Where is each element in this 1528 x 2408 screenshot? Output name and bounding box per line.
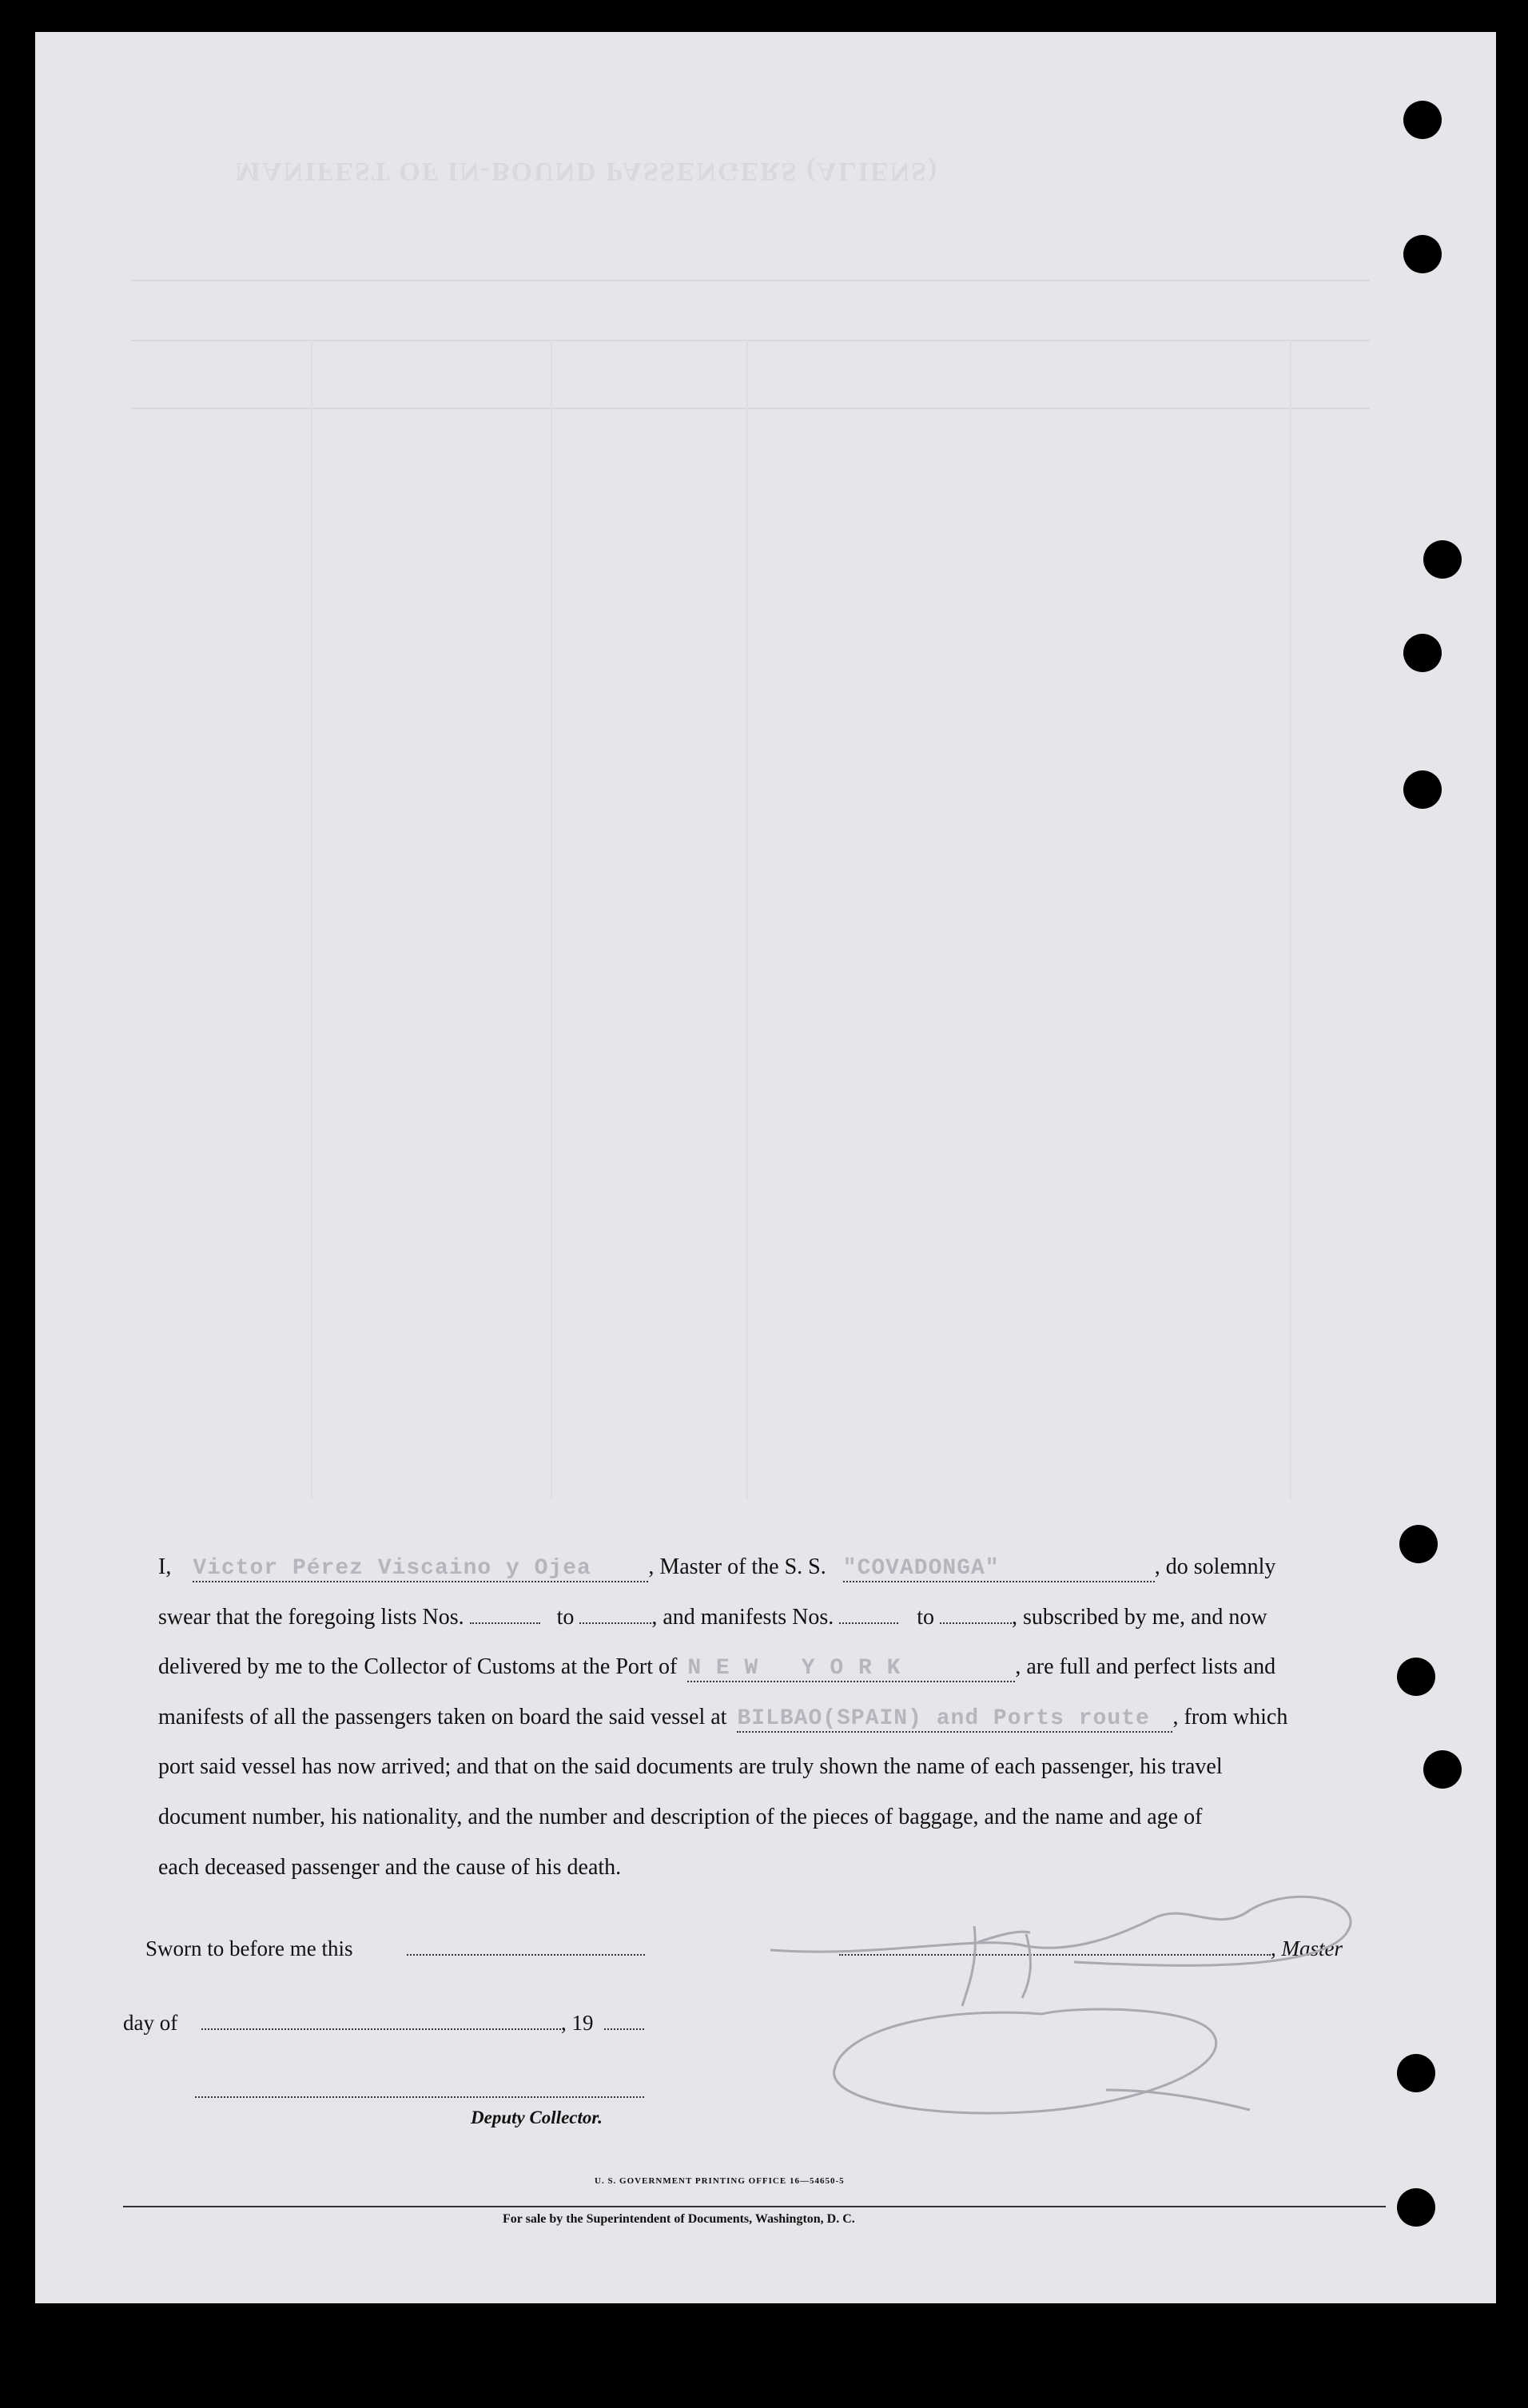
- ghost-rule: [131, 408, 1370, 409]
- binder-hole: [1399, 1525, 1438, 1563]
- ghost-rule: [131, 280, 1370, 281]
- oath-text: , are full and perfect lists and: [1015, 1654, 1276, 1679]
- ghost-column-divider: [746, 340, 748, 1499]
- oath-line-4: [158, 1705, 1287, 1733]
- ghost-column-divider: [551, 340, 552, 1499]
- sworn-date-blank: [407, 1954, 645, 1956]
- oath-text: delivered by me to the Collector of Customs at the Port of: [158, 1654, 678, 1679]
- oath-line-3: [158, 1654, 1275, 1682]
- binder-hole: [1403, 235, 1442, 273]
- binder-hole: [1403, 101, 1442, 139]
- oath-prefix: I,: [158, 1554, 172, 1579]
- master-name-field: Victor Pérez Viscaino y Ojea: [193, 1556, 648, 1582]
- binder-hole: [1423, 540, 1462, 579]
- oath-suffix: , do solemnly: [1154, 1554, 1276, 1579]
- oath-text: manifests of all the passengers taken on board the said vessel at: [158, 1705, 727, 1729]
- ghost-column-divider: [1290, 340, 1291, 1499]
- port-field: N E W Y O R K: [687, 1656, 1015, 1682]
- footer-rule: [123, 2206, 1386, 2207]
- day-of-label: day of: [123, 2011, 178, 2035]
- oath-line-5: port said vessel has now arrived; and that on the said documents are truly shown the name of each passenger, his travel: [158, 1754, 1223, 1779]
- year-blank: [604, 2028, 644, 2030]
- master-label: , Master: [1271, 1936, 1343, 1960]
- binder-hole: [1403, 634, 1442, 672]
- document-page: [35, 32, 1496, 2303]
- ghost-column-divider: [311, 340, 312, 1499]
- binder-hole: [1397, 1658, 1435, 1696]
- oath-line-2: [158, 1605, 1267, 1630]
- deputy-collector-label: Deputy Collector.: [471, 2107, 603, 2127]
- deputy-signature-line: [195, 2096, 644, 2098]
- ghost-rule: [131, 340, 1370, 341]
- sworn-label: Sworn to before me this: [145, 1936, 353, 1960]
- binder-hole: [1403, 770, 1442, 809]
- oath-text: , subscribed by me, and now: [1012, 1605, 1267, 1630]
- for-sale-note: For sale by the Superintendent of Documents, Washington, D. C.: [503, 2212, 855, 2226]
- binder-hole: [1397, 2188, 1435, 2227]
- oath-text: swear that the foregoing lists Nos.: [158, 1605, 464, 1630]
- binder-hole: [1423, 1750, 1462, 1789]
- year-label: , 19: [561, 2011, 594, 2035]
- oath-text: to: [556, 1605, 575, 1630]
- oath-line-1: [158, 1554, 1275, 1582]
- oath-text: , and manifests Nos.: [651, 1605, 834, 1630]
- master-handwritten-signature: [738, 1886, 1394, 2126]
- manifest-to-blank: [940, 1608, 1012, 1624]
- manifest-from-blank: [839, 1608, 898, 1624]
- binder-hole: [1397, 2054, 1435, 2092]
- origin-port-field: BILBAO(SPAIN) and Ports route: [737, 1706, 1172, 1733]
- oath-line-7: each deceased passenger and the cause of his death.: [158, 1855, 622, 1880]
- oath-middle: , Master of the S. S.: [648, 1554, 826, 1579]
- vessel-name-field: "COVADONGA": [843, 1556, 1155, 1582]
- day-of-blank: [201, 2028, 561, 2030]
- list-from-blank: [470, 1608, 540, 1624]
- list-to-blank: [579, 1608, 651, 1624]
- oath-line-6: document number, his nationality, and the number and description of the pieces of baggage, and the name and age of: [158, 1805, 1203, 1829]
- oath-text: to: [917, 1605, 935, 1630]
- printer-imprint: U. S. GOVERNMENT PRINTING OFFICE 16—54650-5: [595, 2176, 845, 2186]
- ghost-header-title: MANIFEST OF IN-BOUND PASSENGERS (ALIENS): [235, 157, 939, 186]
- oath-text: , from which: [1172, 1705, 1288, 1729]
